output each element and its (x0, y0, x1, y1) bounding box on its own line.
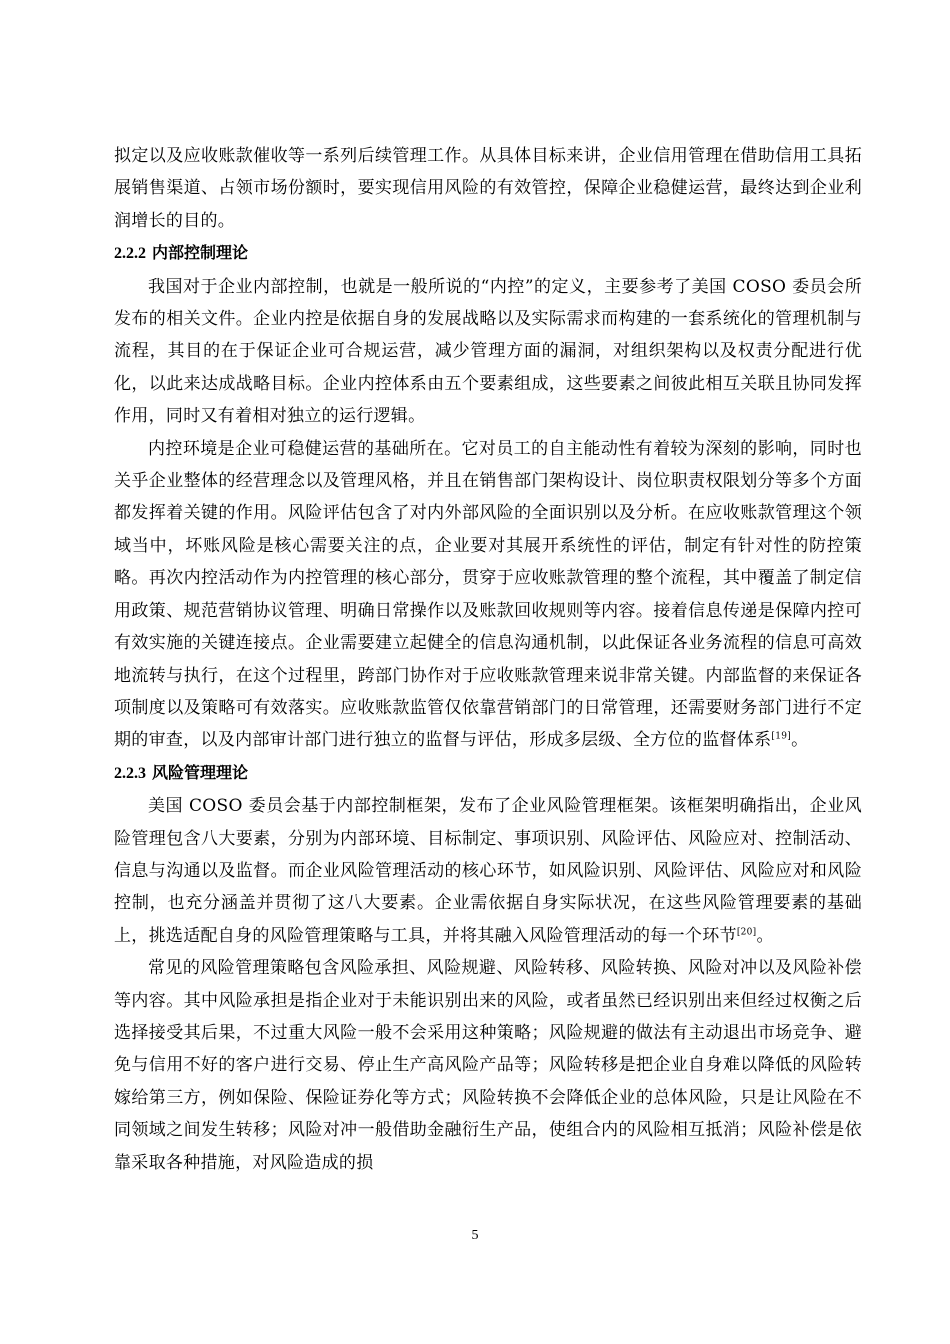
section-title: 风险管理理论 (152, 762, 249, 782)
paragraph-risk-framework (114, 790, 862, 952)
paragraph-internal-control-elements (114, 433, 862, 757)
section-heading-2-2-2 (114, 237, 862, 270)
section-heading-2-2-3 (114, 757, 862, 790)
paragraph-internal-control-definition: 我国对于企业内部控制，也就是一般所说的“内控”的定义，主要参考了美国 COSO 委员会所发布的相关文件。企业内控是依据自身的发展战略以及实际需求而构建的一套系统化的管理机制与流程，其目的在于保证企业可合规运营，减少管理方面的漏洞，对组织架构以及权责分配进行优化，以此来达成战略目标。企业内控体系由五个要素组成，这些要素之间彼此相互关联且协同发挥作用，同时又有着相对独立的运行逻辑。 (114, 276, 862, 427)
paragraph-text: 内控环境是企业可稳健运营的基础所在。它对员工的自主能动性有着较为深刻的影响，同时也关乎企业整体的经营理念以及管理风格，并且在销售部门架构设计、岗位职责权限划分等多个方面都发挥着关键的作用。风险评估包含了对内外部风险的全面识别以及分析。在应收账款管理这个领域当中，坏账风险是核心需要关注的点，企业要对其展开系统性的评估，制定有针对性的防控策略。再次内控活动作为内控管理的核心部分，贯穿于应收账款管理的整个流程，其中覆盖了制定信用政策、规范营销协议管理、明确日常操作以及账款回收规则等内容。接着信息传递是保障内控可有效实施的关键连接点。企业需要建立起健全的信息沟通机制，以此保证各业务流程的信息可高效地流转与执行，在这个过程里，跨部门协作对于应收账款管理来说非常关键。内部监督的来保证各项制度以及策略可有效落实。应收账款监管仅依靠营销部门的日常管理，还需要财务部门进行不定期的审查，以及内部审计部门进行独立的监督与评估，形成多层级、全方位的监督体系 (114, 438, 862, 751)
paragraph-risk-strategies: 常见的风险管理策略包含风险承担、风险规避、风险转移、风险转换、风险对冲以及风险补偿等内容。其中风险承担是指企业对于未能识别出来的风险，或者虽然已经识别出来但经过权衡之后选择接受其后果，不过重大风险一般不会采用这种策略；风险规避的做法有主动退出市场竞争、避免与信用不好的客户进行交易、停止生产高风险产品等；风险转移是把企业自身难以降低的风险转嫁给第三方，例如保险、保险证券化等方式；风险转换不会降低企业的总体风险，只是让风险在不同领域之间发生转移；风险对冲一般借助金融衍生产品，使组合内的风险相互抵消；风险补偿是依靠采取各种措施，对风险造成的损 (114, 958, 862, 1173)
citation-19: [19] (771, 731, 792, 742)
paragraph-end: 。 (791, 730, 809, 751)
section-title: 内部控制理论 (152, 243, 249, 263)
paragraph-end: 。 (756, 925, 774, 946)
page-number: 5 (471, 1228, 479, 1243)
document-body (114, 140, 862, 1179)
citation-20: [20] (736, 927, 757, 938)
paragraph-text: 美国 COSO 委员会基于内部控制框架，发布了企业风险管理框架。该框架明确指出，企业风险管理包含八大要素，分别为内部环境、目标制定、事项识别、风险评估、风险应对、控制活动、信息与沟通以及监督。而企业风险管理活动的核心环节，如风险识别、风险评估、风险应对和风险控制，也充分涵盖并贯彻了这八大要素。企业需依据自身实际状况，在这些风险管理要素的基础上，挑选适配自身的风险管理策略与工具，并将其融入风险管理活动的每一个环节 (114, 796, 862, 946)
section-number: 2.2.3 (114, 764, 146, 782)
intro-paragraph: 拟定以及应收账款催收等一系列后续管理工作。从具体目标来讲，企业信用管理在借助信用工具拓展销售渠道、占领市场份额时，要实现信用风险的有效管控，保障企业稳健运营，最终达到企业利润增长的目的。 (114, 146, 862, 231)
section-number: 2.2.2 (114, 245, 146, 263)
